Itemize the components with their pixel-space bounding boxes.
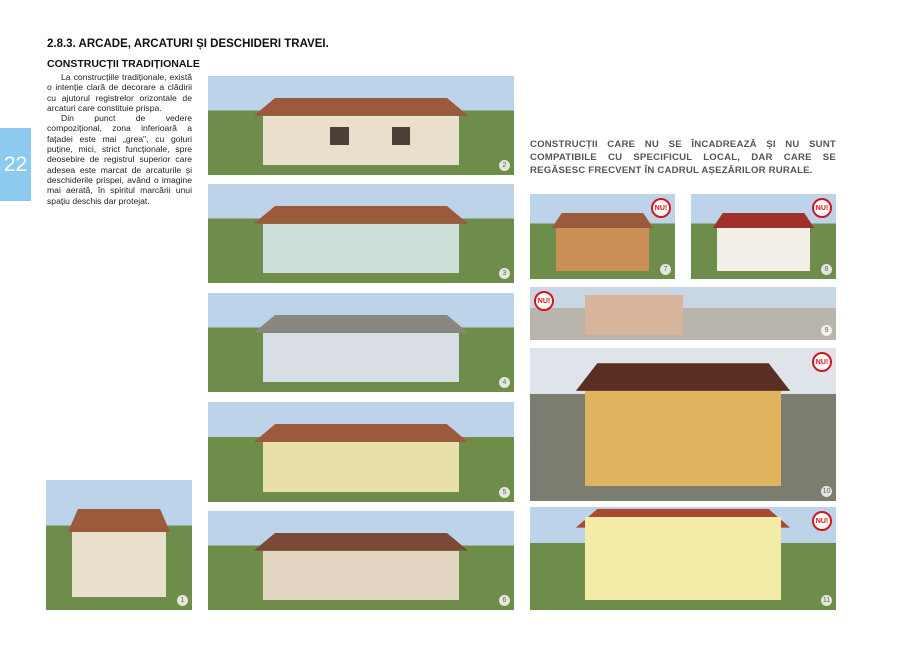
nu-badge: NU! <box>812 198 832 218</box>
photo-3 <box>208 184 514 283</box>
photo-number: 10 <box>822 488 831 495</box>
photo-11 <box>530 507 836 610</box>
photo-7 <box>530 194 675 279</box>
nu-badge: NU! <box>812 511 832 531</box>
nu-badge: NU! <box>534 291 554 311</box>
photo-2 <box>208 76 514 175</box>
nu-badge: NU! <box>812 352 832 372</box>
photo-10 <box>530 348 836 501</box>
subtitle: CONSTRUCȚII TRADIȚIONALE <box>47 58 200 70</box>
photo-number: 4 <box>499 377 510 388</box>
section-title: 2.8.3. ARCADE, ARCATURI ȘI DESCHIDERI TRAVEI. <box>47 38 329 50</box>
photo-number: 9 <box>821 325 832 336</box>
photo-8 <box>691 194 836 279</box>
paragraph: La construcțiile tradiționale, există o intenție clară de decorare a clădirii cu ajutorul registrelor orizontale de arcaturi care constituie prispa. <box>47 72 192 113</box>
photo-1 <box>46 480 192 610</box>
paragraph: Din punct de vedere compozițional, zona inferioară a fațadei este mai „grea", cu goluri puține, mici, strict funcționale, spre deosebire de registrul superior care adesea este marcat de arcaturile și deschiderile prispei, având o imagine mai aerată, în spiritul marcării unui spațiu deschis dar protejat. <box>47 113 192 206</box>
photo-number: 3 <box>499 268 510 279</box>
nu-badge: NU! <box>651 198 671 218</box>
right-heading: CONSTRUCȚII CARE NU SE ÎNCADREAZĂ ȘI NU SUNT COMPATIBILE CU SPECIFICUL LOCAL, DAR CARE SE REGĂSESC FRECVENT ÎN CADRUL AȘEZĂRILOR RURALE. <box>530 139 836 176</box>
photo-number: 5 <box>499 487 510 498</box>
photo-5 <box>208 402 514 502</box>
photo-number: 2 <box>499 160 510 171</box>
photo-number: 6 <box>499 595 510 606</box>
page-number-tab: 22 <box>0 128 31 201</box>
photo-number: 1 <box>177 595 188 606</box>
photo-9 <box>530 287 836 340</box>
body-text <box>47 72 192 206</box>
photo-number: 11 <box>822 597 831 604</box>
photo-4 <box>208 293 514 392</box>
photo-number: 7 <box>660 264 671 275</box>
photo-number: 8 <box>821 264 832 275</box>
photo-6 <box>208 511 514 610</box>
